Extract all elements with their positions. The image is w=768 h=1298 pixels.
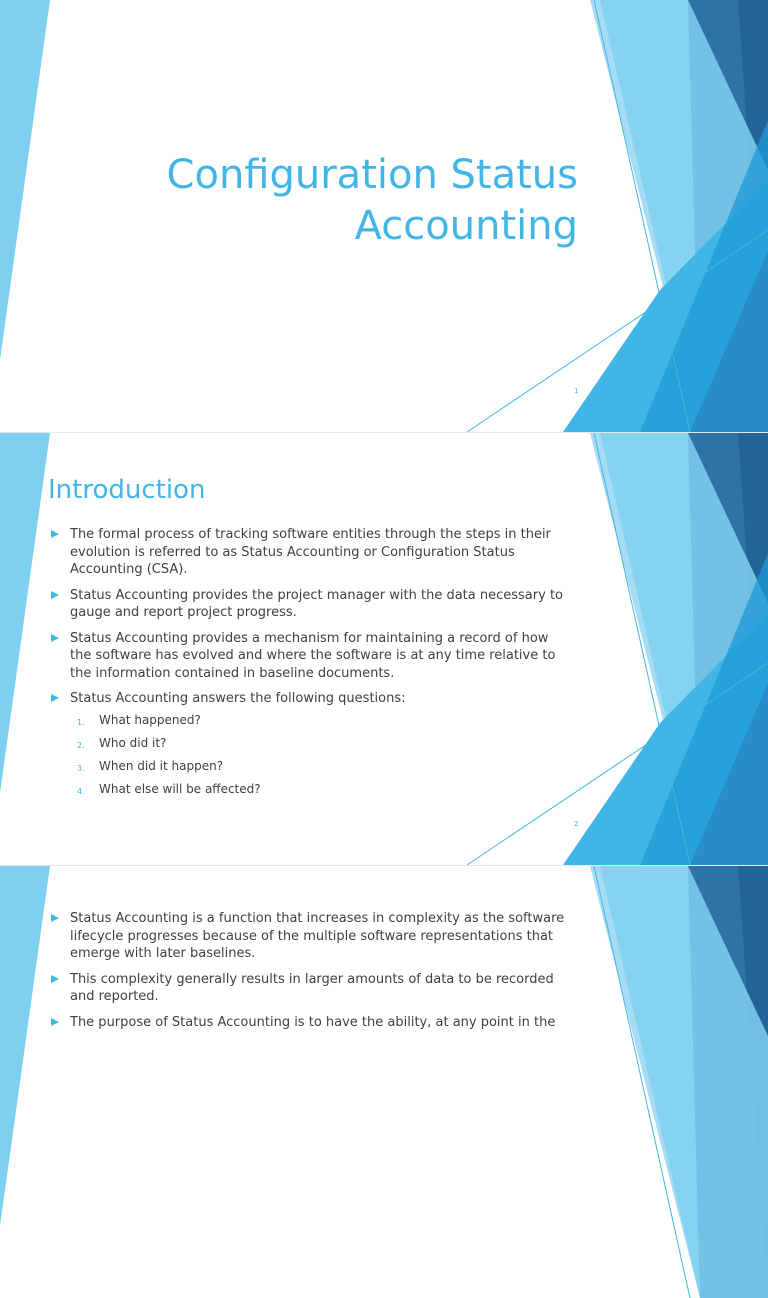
bullet-list: [48, 526, 568, 716]
list-item: Status Accounting is a function that increases in complexity as the software lifecycle progresses because of the multiple software representations that emerge with later baselines.: [48, 910, 568, 963]
slide-title-line-2: Accounting: [354, 203, 578, 249]
slide-2: [0, 433, 768, 865]
list-item: The purpose of Status Accounting is to have the ability, at any point in the: [48, 1014, 568, 1032]
list-item: [77, 782, 261, 805]
slide-number: 1: [574, 387, 579, 395]
list-item: [77, 759, 261, 782]
slide-title-line-1: Configuration Status: [166, 152, 578, 198]
item-text: Who did it?: [99, 736, 167, 750]
item-number: 4.: [77, 787, 85, 796]
slide-1: [0, 0, 768, 432]
list-item: Status Accounting provides the project manager with the data necessary to gauge and report project progress.: [48, 587, 568, 622]
slide-title: Introduction: [48, 475, 206, 505]
item-number: 2.: [77, 741, 85, 750]
list-item: Status Accounting answers the following questions:: [48, 690, 568, 708]
slide-title: [58, 150, 578, 252]
slide-3: [0, 866, 768, 1298]
list-item: Status Accounting provides a mechanism for maintaining a record of how the software has evolved and where the software is at any time relative to the information contained in baseline documents.: [48, 630, 568, 683]
bullet-list: [48, 910, 568, 1039]
list-item: The formal process of tracking software entities through the steps in their evolution is referred to as Status Accounting or Configuration Status Accounting (CSA).: [48, 526, 568, 579]
item-text: What happened?: [99, 713, 201, 727]
list-item: This complexity generally results in larger amounts of data to be recorded and reported.: [48, 971, 568, 1006]
list-item: [77, 713, 261, 736]
item-text: When did it happen?: [99, 759, 224, 773]
item-number: 3.: [77, 764, 85, 773]
item-number: 1.: [77, 718, 85, 727]
slide-number: 2: [574, 820, 579, 828]
question-list: [77, 713, 261, 805]
item-text: What else will be affected?: [99, 782, 261, 796]
list-item: [77, 736, 261, 759]
